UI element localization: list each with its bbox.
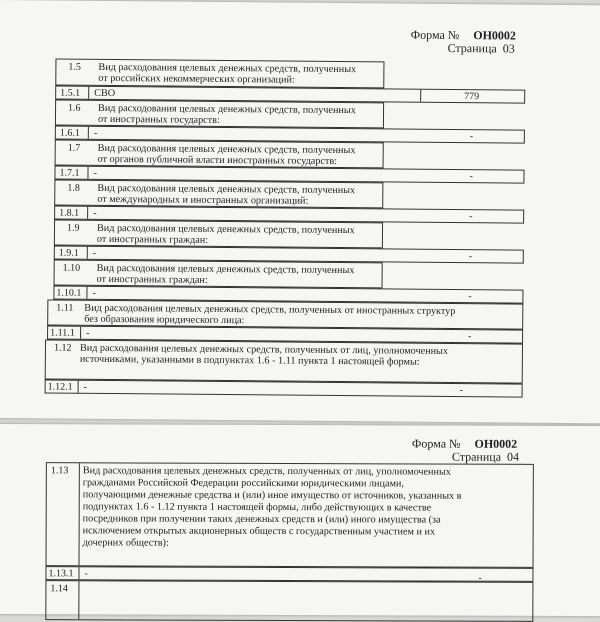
row-number: 1.11 xyxy=(56,302,74,314)
page-number-line xyxy=(448,42,515,56)
column-divider xyxy=(86,287,87,299)
row-description-line2: от российских некоммерческих организаций: xyxy=(98,72,295,86)
row-description-line4: подпунктах 1.6 - 1.12 пункта 1 настоящей формы, либо действующих в качестве xyxy=(82,501,432,514)
entry-text: - xyxy=(92,287,96,299)
row-number: 1.8 xyxy=(67,182,80,194)
entry-text: - xyxy=(83,381,88,393)
section-row-1-7 xyxy=(55,140,384,169)
row-number: 1.10 xyxy=(62,262,81,274)
row-description-line2: от иностранных граждан: xyxy=(96,233,209,246)
entry-text: - xyxy=(93,207,97,219)
column-divider xyxy=(78,581,79,619)
section-row-1-10 xyxy=(54,260,383,289)
column-divider xyxy=(78,381,79,393)
page-label: Страница xyxy=(451,449,502,464)
row-number: 1.12 xyxy=(53,342,72,354)
entry-text: - xyxy=(93,167,97,179)
entry-text: - xyxy=(92,247,97,259)
section-row-1-8 xyxy=(54,180,383,209)
entry-value: - xyxy=(468,331,472,343)
row-number: 1.8.1 xyxy=(59,207,80,219)
row-description-line7: дочерних обществ): xyxy=(82,537,169,549)
row-number: 1.11.1 xyxy=(50,327,75,339)
section-row-1-9 xyxy=(54,220,383,249)
row-number: 1.6.1 xyxy=(59,127,80,139)
row-number: 1.13 xyxy=(50,465,69,477)
section-row-1-11 xyxy=(47,299,523,329)
entry-text: - xyxy=(84,568,88,580)
entry-value: - xyxy=(469,131,474,143)
entry-row-1-12-1 xyxy=(45,379,523,397)
section-row-1-14 xyxy=(45,580,533,622)
row-description-line1: Вид расходования целевых денежных средств, полученных от иностранных структур xyxy=(84,302,456,318)
form-code: ОН0002 xyxy=(474,436,518,451)
column-divider xyxy=(420,90,421,102)
entry-value: - xyxy=(468,251,473,263)
row-description-line5: посредников при получении таких денежных средств и (или) иного имущества (за xyxy=(82,513,441,526)
row-number: 1.6 xyxy=(68,102,81,114)
section-row-1-12 xyxy=(45,339,523,383)
page-number: 03 xyxy=(502,41,515,56)
column-divider xyxy=(88,87,89,99)
section-row-1-6 xyxy=(55,100,384,129)
row-description-line1: Вид расходования целевых денежных средств, полученных от лиц, уполномоченных xyxy=(82,465,451,478)
column-divider xyxy=(78,567,79,579)
row-description-line1: Вид расходования целевых денежных средств, полученных xyxy=(96,222,355,237)
entry-value: - xyxy=(478,572,482,584)
row-description-line2: источниками, указанными в подпунктах 1.6 - 1.11 пункта 1 настоящей формы: xyxy=(79,353,420,368)
column-divider xyxy=(88,127,89,139)
row-number: 1.5.1 xyxy=(60,87,81,99)
column-divider xyxy=(87,207,88,219)
row-number: 1.13.1 xyxy=(48,568,74,580)
page-number: 04 xyxy=(507,449,520,464)
row-number: 1.14 xyxy=(50,583,68,595)
row-description-line3: получающими денежные средства и (или) иное имущество от источников, указанных в xyxy=(82,489,462,502)
row-description-line2: от органов публичной власти иностранных государств: xyxy=(97,153,338,167)
entry-value: 779 xyxy=(464,91,480,103)
row-number: 1.12.1 xyxy=(47,381,73,393)
row-description-line6: исключением открытых акционерных обществ с государственным участием и их xyxy=(82,525,436,538)
row-description-line1: Вид расходования целевых денежных средств, полученных от лиц, уполномоченных xyxy=(79,342,449,357)
row-description-line2: гражданами Российской Федерации российскими юридическими лицами, xyxy=(82,477,404,490)
row-description-line1: Вид расходования целевых денежных средств, полученных xyxy=(97,142,356,157)
row-description-line2: от международных и иностранных организаций: xyxy=(97,193,309,207)
row-number: 1.5 xyxy=(68,61,81,73)
form-code: ОН0002 xyxy=(473,28,517,43)
entry-value: - xyxy=(469,211,473,223)
column-divider xyxy=(79,463,80,565)
column-divider xyxy=(87,167,88,179)
entry-text: - xyxy=(93,127,98,139)
row-description-line2: без образования юридического лица: xyxy=(84,313,245,327)
entry-text: СВО xyxy=(94,87,116,100)
column-divider xyxy=(80,327,81,339)
row-description-line1: Вид расходования целевых денежных средств, полученных xyxy=(98,61,357,76)
column-divider xyxy=(87,247,88,259)
form-page-04 xyxy=(0,424,600,616)
row-number: 1.9 xyxy=(66,222,80,234)
row-number: 1.7 xyxy=(67,142,81,154)
row-description-line2: от иностранных государств: xyxy=(97,113,220,126)
form-label: Форма № xyxy=(411,436,461,451)
row-description-line1: Вид расходования целевых денежных средств, полученных xyxy=(96,262,355,277)
row-number: 1.10.1 xyxy=(56,287,82,299)
row-description-line1: Вид расходования целевых денежных средств, полученных xyxy=(98,102,356,117)
section-row-1-13 xyxy=(46,462,534,568)
row-description-line1: Вид расходования целевых денежных средств, полученных xyxy=(97,182,356,197)
entry-value: - xyxy=(459,385,464,397)
page-label: Страница xyxy=(447,40,497,56)
row-number: 1.9.1 xyxy=(58,247,79,259)
entry-value: - xyxy=(468,291,472,303)
section-row-1-5 xyxy=(55,59,384,89)
row-description-line2: от иностранных граждан: xyxy=(96,273,208,286)
entry-value: - xyxy=(469,171,473,183)
entry-text: - xyxy=(86,327,90,339)
row-number: 1.7.1 xyxy=(59,167,80,179)
form-label: Форма № xyxy=(410,27,460,43)
page-number-line xyxy=(452,451,519,464)
